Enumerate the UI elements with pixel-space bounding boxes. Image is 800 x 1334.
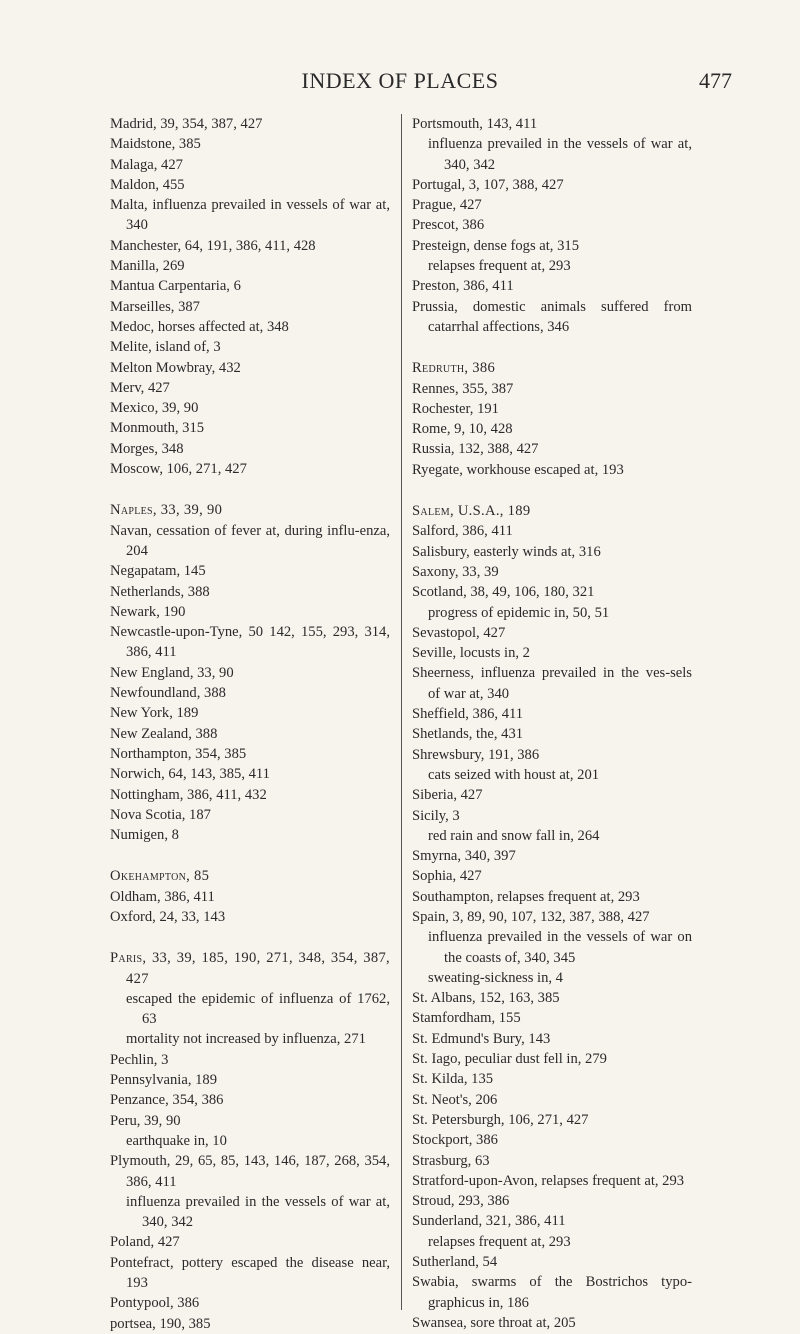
index-entry: Morges, 348 bbox=[110, 440, 184, 457]
index-entry: Pennsylvania, 189 bbox=[110, 1072, 218, 1089]
index-entry: Prague, 427 bbox=[412, 197, 482, 214]
index-entry: Melton Mowbray, 432 bbox=[110, 359, 241, 376]
index-entry: Prescot, 386 bbox=[412, 217, 485, 234]
index-entry: St. Iago, peculiar dust fell in, 279 bbox=[412, 1051, 607, 1068]
index-subentry: mortality not increased by influenza, 271 bbox=[126, 1031, 366, 1048]
index-entry: Paris, 33, 39, 185, 190, 271, 348, 354, 387, 427 bbox=[110, 950, 390, 987]
index-entry: Pechlin, 3 bbox=[110, 1051, 169, 1068]
section-gap bbox=[412, 480, 692, 501]
index-entry: Netherlands, 388 bbox=[110, 583, 210, 600]
index-entry: Stamfordham, 155 bbox=[412, 1010, 521, 1027]
index-entry: Portsmouth, 143, 411 bbox=[412, 116, 538, 132]
index-subentry: influenza prevailed in the vessels of war on the coasts of, 340, 345 bbox=[428, 929, 692, 966]
index-entry: Siberia, 427 bbox=[412, 787, 483, 804]
index-entry: St. Kilda, 135 bbox=[412, 1071, 494, 1088]
index-subentry: red rain and snow fall in, 264 bbox=[428, 827, 600, 844]
section-gap bbox=[110, 479, 390, 500]
section-gap bbox=[110, 927, 390, 948]
index-subentry: earthquake in, 10 bbox=[126, 1132, 227, 1149]
index-subentry: cats seized with houst at, 201 bbox=[428, 766, 600, 783]
index-entry: Redruth, 386 bbox=[412, 360, 496, 377]
index-entry: Norwich, 64, 143, 385, 411 bbox=[110, 766, 270, 783]
index-entry: Naples, 33, 39, 90 bbox=[110, 502, 223, 519]
index-entry: Mexico, 39, 90 bbox=[110, 400, 199, 417]
page-number: 477 bbox=[699, 68, 732, 93]
index-entry: Stroud, 293, 386 bbox=[412, 1193, 510, 1210]
index-entry: Rennes, 355, 387 bbox=[412, 380, 514, 397]
index-entry: Swansea, sore throat at, 205 bbox=[412, 1314, 576, 1331]
index-entry: Negapatam, 145 bbox=[110, 563, 206, 580]
index-entry: Swabia, swarms of the Bostrichos typo-graphicus in, 186 bbox=[412, 1274, 692, 1311]
index-entry: Newark, 190 bbox=[110, 603, 186, 620]
index-entry: Salford, 386, 411 bbox=[412, 523, 513, 540]
index-entry: Maidstone, 385 bbox=[110, 136, 201, 153]
index-subentry: relapses frequent at, 293 bbox=[428, 1233, 571, 1250]
index-subentry: sweating-sickness in, 4 bbox=[428, 969, 563, 986]
index-entry: Smyrna, 340, 397 bbox=[412, 848, 516, 865]
section-gap bbox=[412, 337, 692, 358]
index-entry: Sheffield, 386, 411 bbox=[412, 706, 524, 723]
index-entry: Stratford-upon-Avon, relapses frequent at, 293 bbox=[412, 1172, 685, 1189]
index-entry: Newcastle-upon-Tyne, 50 142, 155, 293, 314, 386, 411 bbox=[110, 624, 390, 661]
index-subentry: progress of epidemic in, 50, 51 bbox=[428, 604, 610, 621]
index-entry: Moscow, 106, 271, 427 bbox=[110, 461, 247, 478]
index-entry: Sophia, 427 bbox=[412, 868, 482, 885]
index-column-left bbox=[110, 114, 390, 1334]
index-entry: Pontypool, 386 bbox=[110, 1295, 200, 1312]
index-entry: Sunderland, 321, 386, 411 bbox=[412, 1213, 566, 1230]
index-entry: Ryegate, workhouse escaped at, 193 bbox=[412, 461, 624, 478]
index-entry: Medoc, horses affected at, 348 bbox=[110, 318, 289, 335]
index-entry: Stockport, 386 bbox=[412, 1132, 498, 1149]
index-subentry: relapses frequent at, 293 bbox=[428, 258, 571, 275]
index-entry: Merv, 427 bbox=[110, 379, 170, 396]
index-entry: Penzance, 354, 386 bbox=[110, 1092, 224, 1109]
index-entry: Salem, U.S.A., 189 bbox=[412, 503, 531, 520]
index-entry: Northampton, 354, 385 bbox=[110, 745, 247, 762]
index-entry: Rochester, 191 bbox=[412, 400, 499, 417]
index-entry: Oxford, 24, 33, 143 bbox=[110, 908, 226, 925]
index-entry: Sheerness, influenza prevailed in the ves-sels of war at, 340 bbox=[412, 665, 692, 702]
index-entry: Preston, 386, 411 bbox=[412, 278, 514, 295]
index-entry: Maldon, 455 bbox=[110, 176, 185, 193]
index-entry: Shetlands, the, 431 bbox=[412, 726, 524, 743]
index-entry: Malta, influenza prevailed in vessels of war at, 340 bbox=[110, 197, 390, 234]
index-entry: Seville, locusts in, 2 bbox=[412, 645, 530, 662]
index-entry: Nova Scotia, 187 bbox=[110, 806, 211, 823]
index-entry: Manilla, 269 bbox=[110, 258, 185, 275]
index-entry: Melite, island of, 3 bbox=[110, 339, 221, 356]
index-entry: Salisbury, easterly winds at, 316 bbox=[412, 543, 601, 560]
index-entry: Russia, 132, 388, 427 bbox=[412, 441, 539, 458]
index-subentry: escaped the epidemic of influenza of 1762, 63 bbox=[126, 990, 390, 1028]
page-title: INDEX OF PLACES bbox=[301, 68, 499, 93]
index-entry: Rome, 9, 10, 428 bbox=[412, 421, 513, 438]
index-entry: Marseilles, 387 bbox=[110, 298, 200, 315]
index-entry: Prussia, domestic animals suffered from catarrhal affections, 346 bbox=[412, 298, 692, 335]
section-gap bbox=[110, 845, 390, 866]
index-entry: Pontefract, pottery escaped the disease near, 193 bbox=[110, 1254, 390, 1292]
index-entry: St. Neot's, 206 bbox=[412, 1091, 498, 1108]
index-entry: Oldham, 386, 411 bbox=[110, 888, 215, 905]
index-entry: Newfoundland, 388 bbox=[110, 685, 226, 702]
index-entry: New Zealand, 388 bbox=[110, 725, 218, 742]
index-entry: portsea, 190, 385 bbox=[110, 1315, 211, 1332]
index-entry: Numigen, 8 bbox=[110, 827, 179, 844]
index-entry: Poland, 427 bbox=[110, 1234, 180, 1251]
index-entry: Strasburg, 63 bbox=[412, 1152, 490, 1169]
index-entry: New England, 33, 90 bbox=[110, 664, 234, 681]
index-entry: St. Petersburgh, 106, 271, 427 bbox=[412, 1111, 589, 1128]
index-entry: Scotland, 38, 49, 106, 180, 321 bbox=[412, 584, 595, 601]
index-column-right bbox=[412, 114, 692, 1333]
index-entry: Mantua Carpentaria, 6 bbox=[110, 278, 241, 295]
index-subentry: influenza prevailed in the vessels of war at, 340, 342 bbox=[126, 1193, 390, 1231]
index-entry: Spain, 3, 89, 90, 107, 132, 387, 388, 427 bbox=[412, 908, 650, 925]
index-entry: Presteign, dense fogs at, 315 bbox=[412, 237, 579, 254]
page-header bbox=[0, 68, 800, 98]
index-entry: Manchester, 64, 191, 386, 411, 428 bbox=[110, 237, 316, 254]
index-entry: St. Edmund's Bury, 143 bbox=[412, 1030, 551, 1047]
index-entry: Sevastopol, 427 bbox=[412, 624, 506, 641]
index-entry: Okehampton, 85 bbox=[110, 868, 210, 885]
column-divider bbox=[401, 114, 402, 1310]
index-entry: Nottingham, 386, 411, 432 bbox=[110, 786, 267, 803]
index-entry: Peru, 39, 90 bbox=[110, 1112, 181, 1129]
index-entry: Portugal, 3, 107, 388, 427 bbox=[412, 176, 564, 193]
index-entry: Sicily, 3 bbox=[412, 807, 460, 824]
index-entry: Saxony, 33, 39 bbox=[412, 563, 499, 580]
index-entry: Sutherland, 54 bbox=[412, 1254, 498, 1271]
index-entry: Plymouth, 29, 65, 85, 143, 146, 187, 268, 354, 386, 411 bbox=[110, 1153, 390, 1190]
index-entry: Southampton, relapses frequent at, 293 bbox=[412, 888, 640, 905]
index-entry: New York, 189 bbox=[110, 705, 199, 722]
index-entry: Madrid, 39, 354, 387, 427 bbox=[110, 116, 263, 132]
index-entry: Monmouth, 315 bbox=[110, 420, 205, 437]
index-entry: Malaga, 427 bbox=[110, 156, 183, 173]
index-entry: Shrewsbury, 191, 386 bbox=[412, 746, 540, 763]
index-subentry: influenza prevailed in the vessels of war at, 340, 342 bbox=[428, 136, 692, 173]
index-entry: St. Albans, 152, 163, 385 bbox=[412, 990, 560, 1007]
index-entry: Navan, cessation of fever at, during influ-enza, 204 bbox=[110, 522, 390, 559]
